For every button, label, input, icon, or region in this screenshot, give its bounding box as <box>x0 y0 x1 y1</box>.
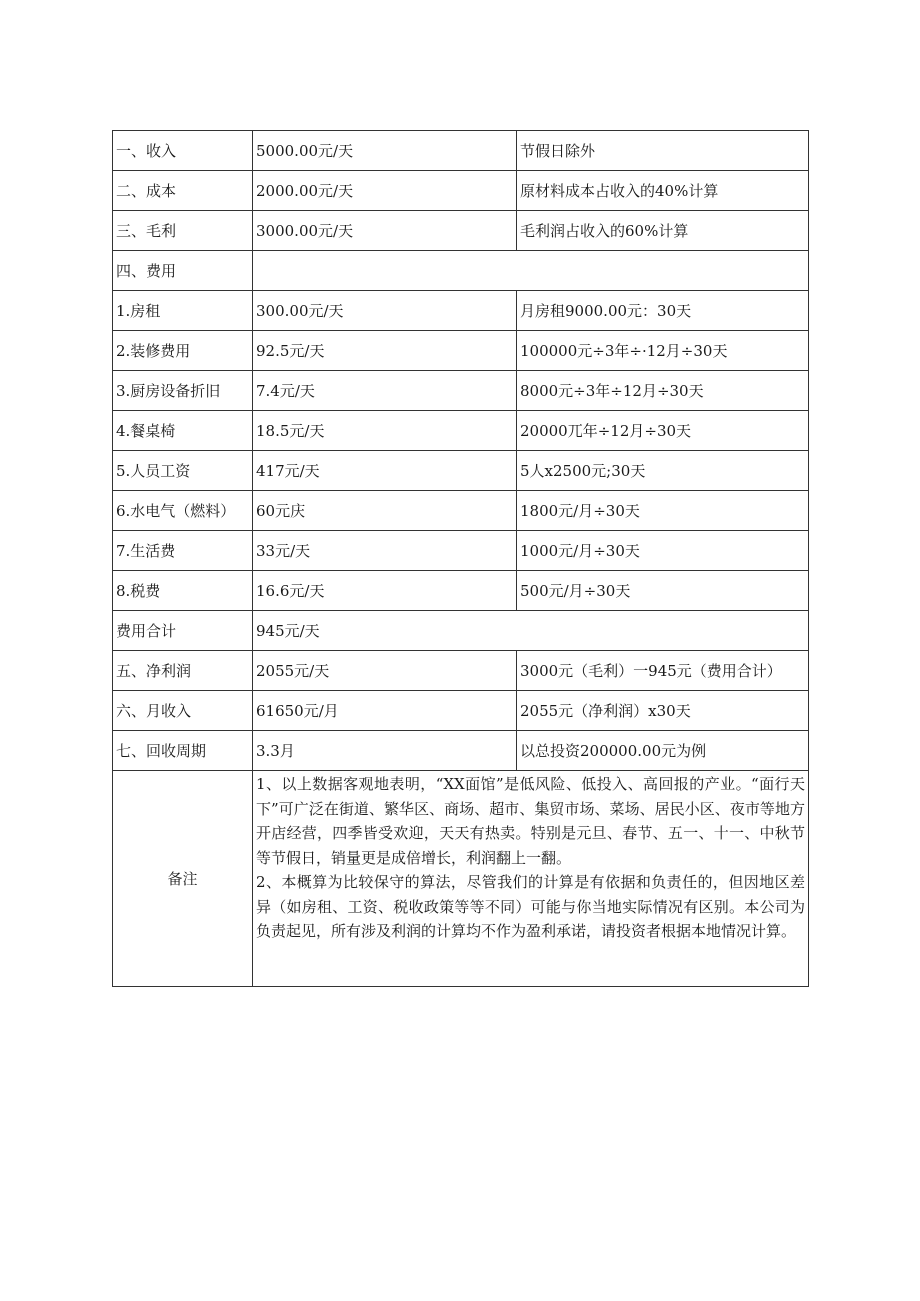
note-cell: 节假日除外 <box>517 131 809 171</box>
amount-cell: 2055元/天 <box>253 651 517 691</box>
table-row-wages <box>113 451 809 491</box>
item-cell: 五、净利润 <box>113 651 253 691</box>
note-cell: 毛利润占收入的60%计算 <box>517 211 809 251</box>
amount-cell: 7.4元/天 <box>253 371 517 411</box>
amount-cell: 33元/天 <box>253 531 517 571</box>
item-cell: 1.房租 <box>113 291 253 331</box>
item-cell: 5.人员工资 <box>113 451 253 491</box>
item-cell: 七、回收周期 <box>113 731 253 771</box>
item-cell: 7.生活费 <box>113 531 253 571</box>
note-cell: 1000元/月÷30天 <box>517 531 809 571</box>
remarks-label: 备注 <box>113 771 253 987</box>
remarks-body <box>253 771 809 987</box>
table-row-gross-profit <box>113 211 809 251</box>
table-row-expense-total <box>113 611 809 651</box>
item-cell: 6.水电气（燃料） <box>113 491 253 531</box>
table-row-remarks <box>113 771 809 987</box>
amount-cell: 92.5元/天 <box>253 331 517 371</box>
item-cell: 费用合计 <box>113 611 253 651</box>
amount-cell: 300.00元/天 <box>253 291 517 331</box>
amount-cell: 417元/天 <box>253 451 517 491</box>
table-row-utilities <box>113 491 809 531</box>
note-cell: 100000元÷3年÷·12月÷30天 <box>517 331 809 371</box>
item-cell: 四、费用 <box>113 251 253 291</box>
amount-cell: 61650元/月 <box>253 691 517 731</box>
table-row-payback-period <box>113 731 809 771</box>
note-cell: 2055元（净利润）x30天 <box>517 691 809 731</box>
table-row-cost <box>113 171 809 211</box>
budget-table <box>112 130 809 987</box>
note-cell: 1800元/月÷30天 <box>517 491 809 531</box>
amount-cell: 2000.00元/天 <box>253 171 517 211</box>
remarks-paragraph-2: 2、本概算为比较保守的算法，尽管我们的计算是有依据和负责任的，但因地区差异（如房租、工资、税收政策等等不同）可能与你当地实际情况有区别。本公司为负责起见，所有涉及利润的计算均不作为盈利承诺，请投资者根据本地情况计算。 <box>256 873 805 940</box>
table-row-renovation <box>113 331 809 371</box>
table-row-net-profit <box>113 651 809 691</box>
amount-cell: 3000.00元/天 <box>253 211 517 251</box>
item-cell: 4.餐桌椅 <box>113 411 253 451</box>
item-cell: 一、收入 <box>113 131 253 171</box>
table-row-expenses-header <box>113 251 809 291</box>
table-row-living <box>113 531 809 571</box>
item-cell: 二、成本 <box>113 171 253 211</box>
table-row-furniture <box>113 411 809 451</box>
amount-cell: 3.3月 <box>253 731 517 771</box>
table-row-monthly-income <box>113 691 809 731</box>
item-cell: 六、月收入 <box>113 691 253 731</box>
note-cell: 3000元（毛利）一945元（费用合计） <box>517 651 809 691</box>
table-row-tax <box>113 571 809 611</box>
table-row-rent <box>113 291 809 331</box>
note-cell: 8000元÷3年÷12月÷30天 <box>517 371 809 411</box>
item-cell: 三、毛利 <box>113 211 253 251</box>
item-cell: 3.厨房设备折旧 <box>113 371 253 411</box>
empty-cell <box>253 251 809 291</box>
note-cell: 以总投资200000.00元为例 <box>517 731 809 771</box>
remarks-paragraph-1: 1、以上数据客观地表明，“XX面馆”是低风险、低投入、高回报的产业。“面行天下”可广泛在街道、繁华区、商场、超市、集贸市场、菜场、居民小区、夜市等地方开店经营，四季皆受欢迎，天天有热卖。特别是元旦、春节、五一、十一、中秋节等节假日，销量更是成倍增长，利润翻上一翻。 <box>256 775 805 867</box>
item-cell: 8.税费 <box>113 571 253 611</box>
table-row-kitchen-depreciation <box>113 371 809 411</box>
amount-cell: 16.6元/天 <box>253 571 517 611</box>
note-cell: 5人x2500元;30天 <box>517 451 809 491</box>
table-row-income <box>113 131 809 171</box>
note-cell: 月房租9000.00元：30天 <box>517 291 809 331</box>
amount-cell: 5000.00元/天 <box>253 131 517 171</box>
amount-cell: 18.5元/天 <box>253 411 517 451</box>
note-cell: 原材料成本占收入的40%计算 <box>517 171 809 211</box>
item-cell: 2.装修费用 <box>113 331 253 371</box>
amount-cell: 60元庆 <box>253 491 517 531</box>
amount-cell: 945元/天 <box>253 611 809 651</box>
note-cell: 20000兀年÷12月÷30天 <box>517 411 809 451</box>
note-cell: 500元/月÷30天 <box>517 571 809 611</box>
